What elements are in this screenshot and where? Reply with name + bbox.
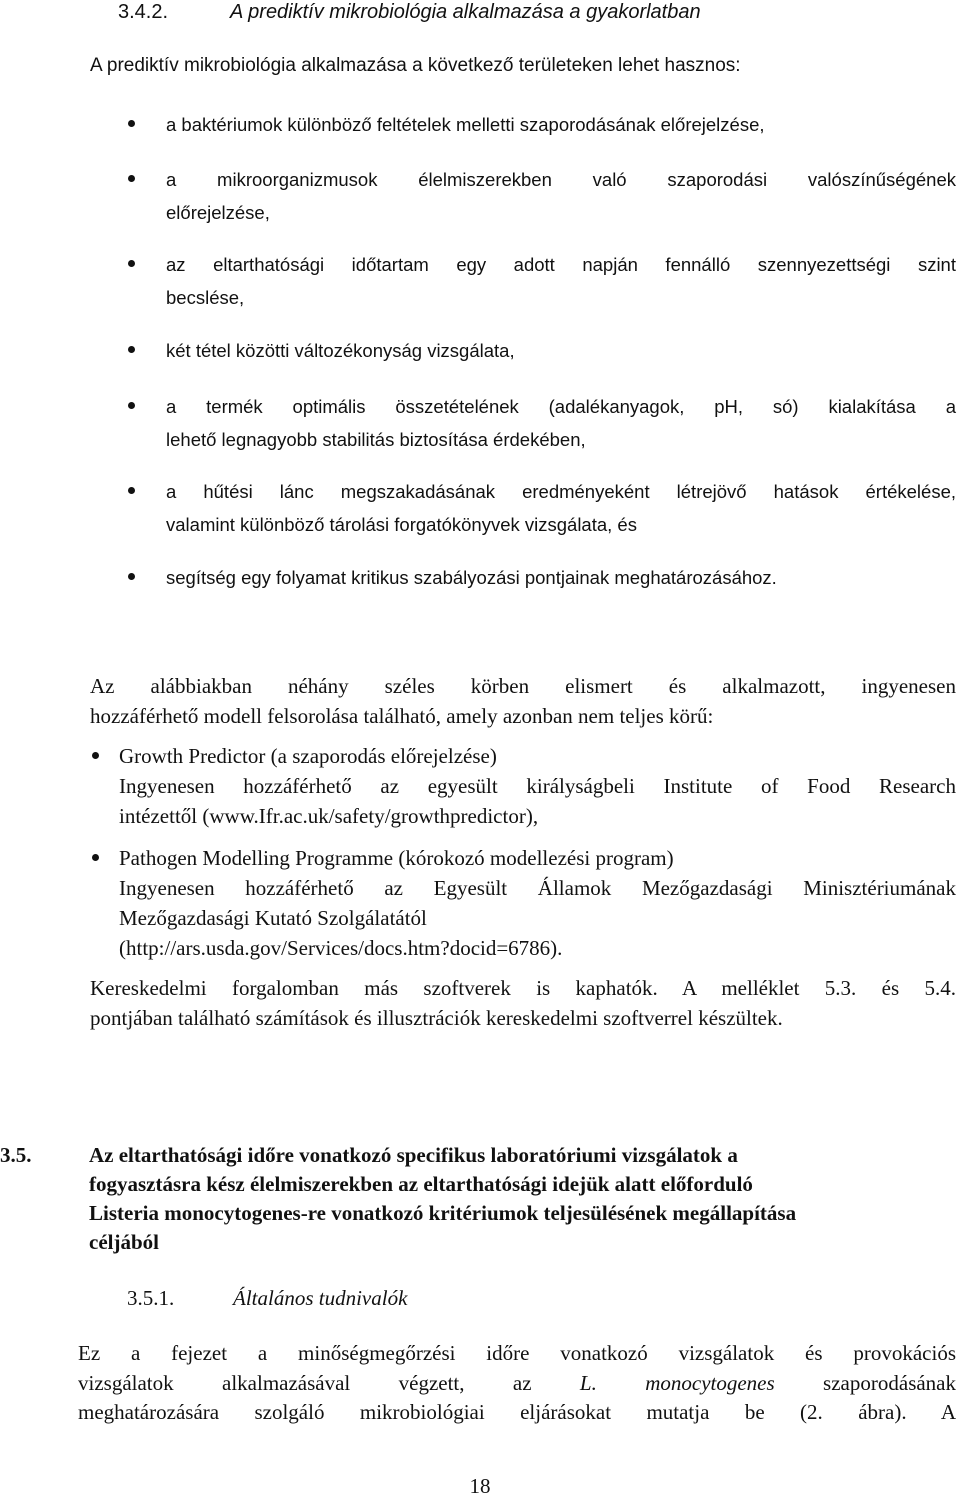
list-item-text: segítség egy folyamat kritikus szabályozási pontjainak meghatározásához.: [166, 567, 777, 588]
list-item-text: két tétel közötti változékonyság vizsgálata,: [166, 340, 515, 361]
section-heading-3-4-2: [118, 0, 701, 24]
species-name: L. monocytogenes: [579, 1370, 775, 1395]
general-info-paragraph: [78, 1339, 956, 1428]
model-name: Growth Predictor (a szaporodás előrejelzése): [119, 744, 497, 768]
paragraph-line: Kereskedelmi forgalomban más szoftverek is kaphatók. A melléklet 5.3. és 5.4.: [90, 976, 956, 1000]
bullet-icon: [128, 573, 135, 580]
paragraph-line: [78, 1369, 956, 1399]
models-intro-paragraph: [90, 671, 956, 731]
bullet-icon: [92, 752, 99, 759]
section-heading-3-5: [0, 1141, 960, 1261]
heading-line: Listeria monocytogenes-re vonatkozó kritériumok teljesülésének megállapítása: [89, 1201, 797, 1225]
section-title: Általános tudnivalók: [233, 1286, 408, 1310]
heading-line: céljából: [89, 1230, 159, 1254]
list-item-text: becslése,: [166, 287, 245, 308]
model-description: Ingyenesen hozzáférhető az egyesült királyságbeli Institute of Food Research: [119, 774, 956, 798]
section-number: 3.4.2.: [118, 1, 169, 23]
model-description: intézettől (www.Ifr.ac.uk/safety/growthpredictor),: [119, 804, 539, 828]
bullet-icon: [128, 120, 135, 127]
bullet-icon: [128, 175, 135, 182]
paragraph-line: meghatározására szolgáló mikrobiológiai eljárásokat mutatja be (2. ábra). A: [78, 1400, 956, 1424]
paragraph-line: Ez a fejezet a minőségmegőrzési időre vonatkozó vizsgálatok és provokációs: [78, 1341, 956, 1365]
section-number: 3.5.1.: [127, 1286, 175, 1310]
section-heading-3-5-1: [127, 1284, 407, 1312]
intro-sentence: A prediktív mikrobiológia alkalmazása a következő területeken lehet hasznos:: [90, 55, 741, 76]
paragraph-line: pontjában található számítások és illusztrációk kereskedelmi szoftverrel készültek.: [90, 1006, 783, 1030]
section-title: [89, 1141, 924, 1257]
heading-line: Az eltarthatósági időre vonatkozó specifikus laboratóriumi vizsgálatok a: [89, 1143, 738, 1167]
list-item-text: az eltarthatósági időtartam egy adott napján fennálló szennyezettségi szint: [166, 254, 956, 275]
model-description: Ingyenesen hozzáférhető az Egyesült Államok Mezőgazdasági Minisztériumának: [119, 876, 956, 900]
paragraph-line: hozzáférhető modell felsorolása található, amely azonban nem teljes körű:: [90, 704, 714, 728]
paragraph-text: vizsgálatok alkalmazásával végzett, az: [78, 1370, 580, 1395]
list-item-text: a mikroorganizmusok élelmiszerekben való szaporodási valószínűségének: [166, 169, 956, 190]
bullet-icon: [128, 402, 135, 409]
model-description: (http://ars.usda.gov/Services/docs.htm?docid=6786).: [119, 936, 563, 960]
bullet-icon: [128, 346, 135, 353]
model-name: Pathogen Modelling Programme (kórokozó modellezési program): [119, 846, 674, 870]
bullet-icon: [128, 260, 135, 267]
list-item-text: a termék optimális összetételének (adalékanyagok, pH, só) kialakítása a: [166, 396, 956, 417]
heading-line: fogyasztásra kész élelmiszerekben az eltarthatósági idejük alatt előforduló: [89, 1172, 753, 1196]
section-number: 3.5.: [0, 1143, 32, 1167]
paragraph-text: szaporodásának: [774, 1370, 957, 1395]
list-item-text: előrejelzése,: [166, 202, 270, 223]
section-title: A prediktív mikrobiológia alkalmazása a gyakorlatban: [230, 1, 701, 23]
list-item-text: a hűtési lánc megszakadásának eredményeként létrejövő hatások értékelése,: [166, 481, 956, 502]
paragraph-line: Az alábbiakban néhány széles körben elismert és alkalmazott, ingyenesen: [90, 674, 956, 698]
list-item-text: valamint különböző tárolási forgatókönyvek vizsgálata, és: [166, 514, 637, 535]
model-description: Mezőgazdasági Kutató Szolgálatától: [119, 906, 427, 930]
bullet-icon: [128, 487, 135, 494]
list-item-text: a baktériumok különböző feltételek melletti szaporodásának előrejelzése,: [166, 114, 765, 135]
bullet-icon: [92, 854, 99, 861]
page-number: 18: [469, 1474, 491, 1498]
list-item-text: lehető legnagyobb stabilitás biztosítása érdekében,: [166, 429, 586, 450]
commercial-paragraph: [90, 973, 956, 1033]
